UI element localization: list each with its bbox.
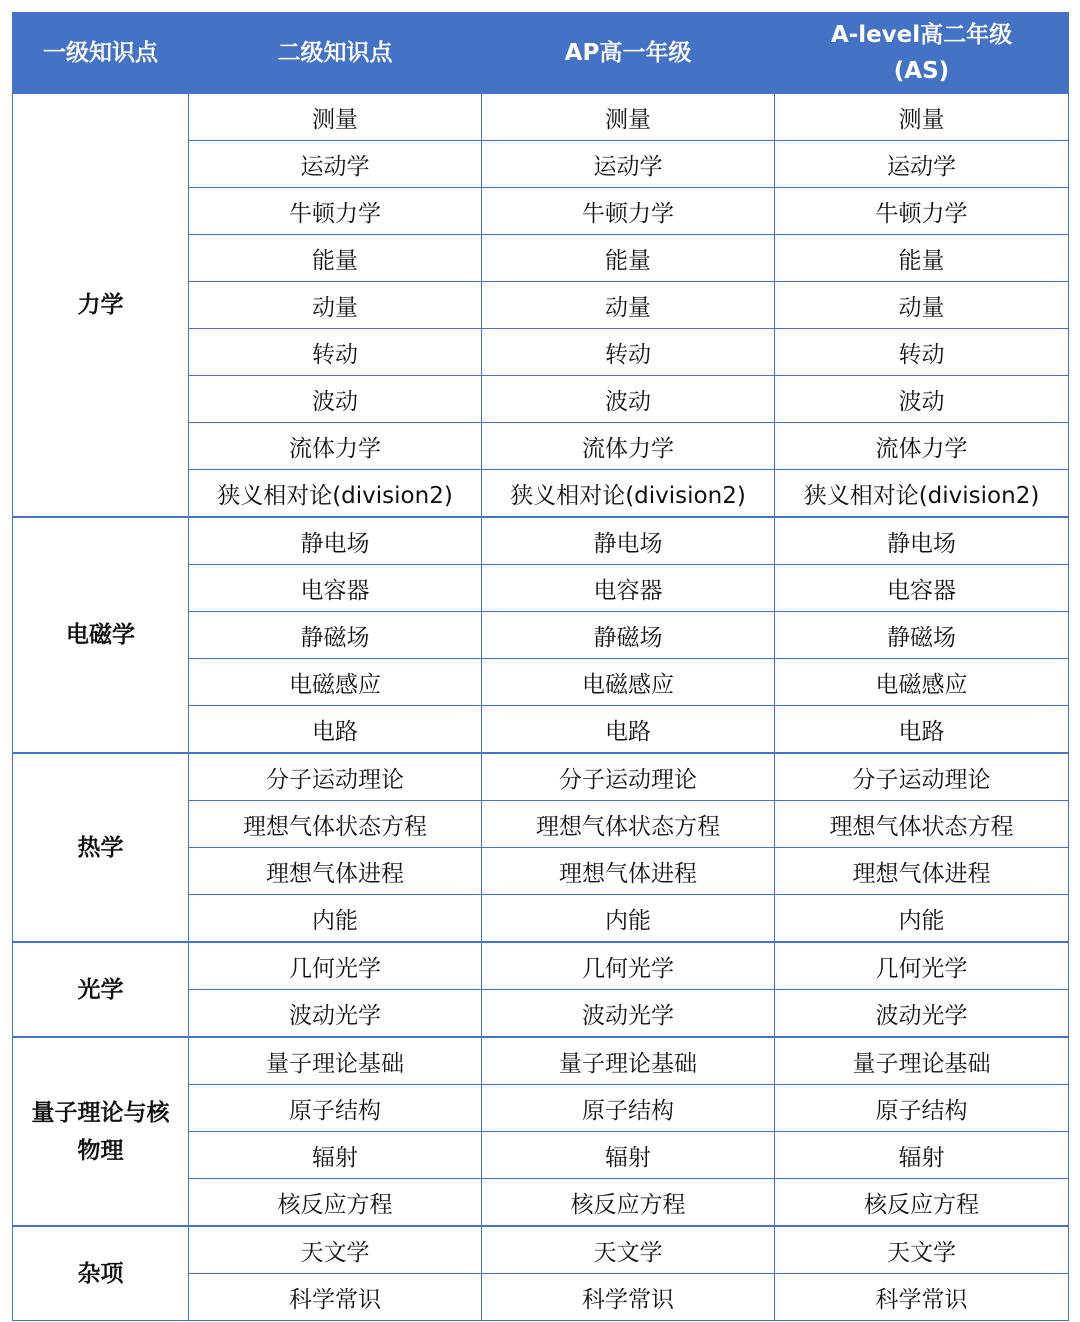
header-alevel-line2: (AS) xyxy=(893,58,950,84)
primary-topic-cell: 电磁学 xyxy=(13,517,189,753)
table-row xyxy=(13,753,1069,801)
header-secondary-topic: 二级知识点 xyxy=(189,13,482,94)
primary-topic-cell: 杂项 xyxy=(13,1226,189,1321)
ap-topic-cell: 原子结构 xyxy=(482,1085,775,1132)
ap-topic-cell: 内能 xyxy=(482,895,775,943)
secondary-topic-cell: 动量 xyxy=(189,282,482,329)
secondary-topic-cell: 电路 xyxy=(189,706,482,754)
ap-topic-cell: 科学常识 xyxy=(482,1274,775,1321)
alevel-topic-cell: 理想气体进程 xyxy=(775,848,1069,895)
alevel-topic-cell: 转动 xyxy=(775,329,1069,376)
primary-topic-cell: 光学 xyxy=(13,942,189,1037)
secondary-topic-cell: 电容器 xyxy=(189,565,482,612)
alevel-topic-cell: 电容器 xyxy=(775,565,1069,612)
secondary-topic-cell: 天文学 xyxy=(189,1226,482,1274)
primary-topic-cell: 力学 xyxy=(13,94,189,518)
ap-topic-cell: 波动 xyxy=(482,376,775,423)
ap-topic-cell: 狭义相对论(division2) xyxy=(482,470,775,518)
alevel-topic-cell: 理想气体状态方程 xyxy=(775,801,1069,848)
ap-topic-cell: 电路 xyxy=(482,706,775,754)
alevel-topic-cell: 动量 xyxy=(775,282,1069,329)
alevel-topic-cell: 运动学 xyxy=(775,141,1069,188)
alevel-topic-cell: 内能 xyxy=(775,895,1069,943)
table-row xyxy=(13,942,1069,990)
alevel-topic-cell: 几何光学 xyxy=(775,942,1069,990)
alevel-topic-cell: 波动光学 xyxy=(775,990,1069,1038)
ap-topic-cell: 电磁感应 xyxy=(482,659,775,706)
alevel-topic-cell: 静磁场 xyxy=(775,612,1069,659)
header-row xyxy=(13,13,1069,94)
ap-topic-cell: 运动学 xyxy=(482,141,775,188)
curriculum-table-container xyxy=(12,12,1068,1321)
header-alevel-line1: A-level高二年级 xyxy=(830,22,1013,48)
table-row xyxy=(13,94,1069,141)
secondary-topic-cell: 电磁感应 xyxy=(189,659,482,706)
alevel-topic-cell: 牛顿力学 xyxy=(775,188,1069,235)
secondary-topic-cell: 流体力学 xyxy=(189,423,482,470)
alevel-topic-cell: 电路 xyxy=(775,706,1069,754)
secondary-topic-cell: 波动光学 xyxy=(189,990,482,1038)
ap-topic-cell: 理想气体进程 xyxy=(482,848,775,895)
table-body xyxy=(13,94,1069,1321)
alevel-topic-cell: 量子理论基础 xyxy=(775,1037,1069,1085)
ap-topic-cell: 静电场 xyxy=(482,517,775,565)
alevel-topic-cell: 辐射 xyxy=(775,1132,1069,1179)
ap-topic-cell: 天文学 xyxy=(482,1226,775,1274)
ap-topic-cell: 牛顿力学 xyxy=(482,188,775,235)
secondary-topic-cell: 内能 xyxy=(189,895,482,943)
primary-topic-cell: 量子理论与核物理 xyxy=(13,1037,189,1226)
alevel-topic-cell: 科学常识 xyxy=(775,1274,1069,1321)
secondary-topic-cell: 静电场 xyxy=(189,517,482,565)
secondary-topic-cell: 静磁场 xyxy=(189,612,482,659)
secondary-topic-cell: 牛顿力学 xyxy=(189,188,482,235)
curriculum-comparison-table xyxy=(12,12,1069,1321)
secondary-topic-cell: 辐射 xyxy=(189,1132,482,1179)
header-ap-grade10: AP高一年级 xyxy=(482,13,775,94)
secondary-topic-cell: 分子运动理论 xyxy=(189,753,482,801)
secondary-topic-cell: 运动学 xyxy=(189,141,482,188)
secondary-topic-cell: 量子理论基础 xyxy=(189,1037,482,1085)
table-header xyxy=(13,13,1069,94)
alevel-topic-cell: 狭义相对论(division2) xyxy=(775,470,1069,518)
ap-topic-cell: 辐射 xyxy=(482,1132,775,1179)
primary-topic-cell: 热学 xyxy=(13,753,189,942)
ap-topic-cell: 量子理论基础 xyxy=(482,1037,775,1085)
alevel-topic-cell: 电磁感应 xyxy=(775,659,1069,706)
alevel-topic-cell: 能量 xyxy=(775,235,1069,282)
ap-topic-cell: 静磁场 xyxy=(482,612,775,659)
secondary-topic-cell: 原子结构 xyxy=(189,1085,482,1132)
header-alevel-grade11 xyxy=(775,13,1069,94)
header-primary-topic: 一级知识点 xyxy=(13,13,189,94)
ap-topic-cell: 波动光学 xyxy=(482,990,775,1038)
alevel-topic-cell: 静电场 xyxy=(775,517,1069,565)
alevel-topic-cell: 核反应方程 xyxy=(775,1179,1069,1227)
secondary-topic-cell: 核反应方程 xyxy=(189,1179,482,1227)
alevel-topic-cell: 原子结构 xyxy=(775,1085,1069,1132)
secondary-topic-cell: 能量 xyxy=(189,235,482,282)
ap-topic-cell: 电容器 xyxy=(482,565,775,612)
secondary-topic-cell: 科学常识 xyxy=(189,1274,482,1321)
secondary-topic-cell: 理想气体状态方程 xyxy=(189,801,482,848)
ap-topic-cell: 理想气体状态方程 xyxy=(482,801,775,848)
ap-topic-cell: 转动 xyxy=(482,329,775,376)
secondary-topic-cell: 几何光学 xyxy=(189,942,482,990)
table-row xyxy=(13,1226,1069,1274)
ap-topic-cell: 流体力学 xyxy=(482,423,775,470)
table-row xyxy=(13,517,1069,565)
table-row xyxy=(13,1037,1069,1085)
ap-topic-cell: 分子运动理论 xyxy=(482,753,775,801)
alevel-topic-cell: 波动 xyxy=(775,376,1069,423)
ap-topic-cell: 测量 xyxy=(482,94,775,141)
alevel-topic-cell: 分子运动理论 xyxy=(775,753,1069,801)
secondary-topic-cell: 波动 xyxy=(189,376,482,423)
alevel-topic-cell: 测量 xyxy=(775,94,1069,141)
ap-topic-cell: 动量 xyxy=(482,282,775,329)
secondary-topic-cell: 测量 xyxy=(189,94,482,141)
secondary-topic-cell: 转动 xyxy=(189,329,482,376)
ap-topic-cell: 核反应方程 xyxy=(482,1179,775,1227)
alevel-topic-cell: 流体力学 xyxy=(775,423,1069,470)
ap-topic-cell: 几何光学 xyxy=(482,942,775,990)
secondary-topic-cell: 狭义相对论(division2) xyxy=(189,470,482,518)
ap-topic-cell: 能量 xyxy=(482,235,775,282)
secondary-topic-cell: 理想气体进程 xyxy=(189,848,482,895)
alevel-topic-cell: 天文学 xyxy=(775,1226,1069,1274)
